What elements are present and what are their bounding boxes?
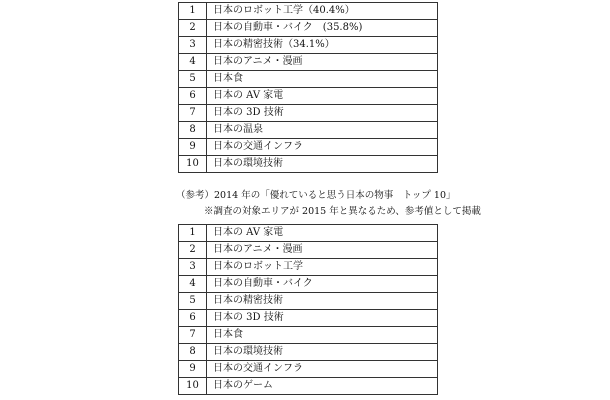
- rank-number: 8: [179, 344, 207, 361]
- table-row: [179, 139, 438, 156]
- rank-item: 日本の 3D 技術: [207, 310, 438, 327]
- rank-number: 6: [179, 88, 207, 105]
- table-row: [179, 122, 438, 139]
- table-row: [179, 54, 438, 71]
- rank-number: 7: [179, 105, 207, 122]
- rank-item: 日本の精密技術（34.1%）: [207, 37, 438, 54]
- reference-note: ※調査の対象エリアが 2015 年と異なるため、参考値として掲載: [204, 206, 481, 217]
- table-row: [179, 259, 438, 276]
- table-row: [179, 71, 438, 88]
- rank-item: 日本の精密技術: [207, 293, 438, 310]
- rank-item: 日本の温泉: [207, 122, 438, 139]
- table-row: [179, 361, 438, 378]
- rank-number: 4: [179, 276, 207, 293]
- ranking-table-2015: [178, 2, 438, 173]
- rank-number: 3: [179, 259, 207, 276]
- rank-number: 10: [179, 378, 207, 395]
- rank-item: 日本の環境技術: [207, 344, 438, 361]
- rank-item: 日本のアニメ・漫画: [207, 54, 438, 71]
- rank-item: 日本の交通インフラ: [207, 139, 438, 156]
- table-row: [179, 156, 438, 173]
- table-row: [179, 37, 438, 54]
- table-row: [179, 105, 438, 122]
- table-row: [179, 225, 438, 242]
- rank-item: 日本のロボット工学: [207, 259, 438, 276]
- table-row: [179, 242, 438, 259]
- rank-number: 5: [179, 293, 207, 310]
- rank-number: 9: [179, 139, 207, 156]
- rank-number: 1: [179, 225, 207, 242]
- table-row: [179, 3, 438, 20]
- rank-number: 3: [179, 37, 207, 54]
- table-row: [179, 378, 438, 395]
- table-row: [179, 310, 438, 327]
- rank-item: 日本のゲーム: [207, 378, 438, 395]
- rank-item: 日本の自動車・バイク: [207, 276, 438, 293]
- ranking-table-2014: [178, 224, 438, 395]
- rank-number: 1: [179, 3, 207, 20]
- rank-number: 10: [179, 156, 207, 173]
- table-row: [179, 88, 438, 105]
- rank-item: 日本の自動車・バイク (35.8%): [207, 20, 438, 37]
- rank-number: 5: [179, 71, 207, 88]
- rank-item: 日本の AV 家電: [207, 88, 438, 105]
- rank-item: 日本の交通インフラ: [207, 361, 438, 378]
- rank-item: 日本食: [207, 71, 438, 88]
- rank-number: 7: [179, 327, 207, 344]
- rank-item: 日本のロボット工学（40.4%）: [207, 3, 438, 20]
- rank-item: 日本食: [207, 327, 438, 344]
- rank-item: 日本の AV 家電: [207, 225, 438, 242]
- rank-number: 6: [179, 310, 207, 327]
- table-row: [179, 327, 438, 344]
- table-row: [179, 20, 438, 37]
- rank-item: 日本のアニメ・漫画: [207, 242, 438, 259]
- reference-title: （参考）2014 年の「優れていると思う日本の物事 トップ 10」: [176, 190, 456, 201]
- table-row: [179, 344, 438, 361]
- rank-number: 2: [179, 242, 207, 259]
- rank-number: 9: [179, 361, 207, 378]
- rank-item: 日本の環境技術: [207, 156, 438, 173]
- table-row: [179, 276, 438, 293]
- table-row: [179, 293, 438, 310]
- rank-number: 8: [179, 122, 207, 139]
- rank-number: 4: [179, 54, 207, 71]
- rank-number: 2: [179, 20, 207, 37]
- rank-item: 日本の 3D 技術: [207, 105, 438, 122]
